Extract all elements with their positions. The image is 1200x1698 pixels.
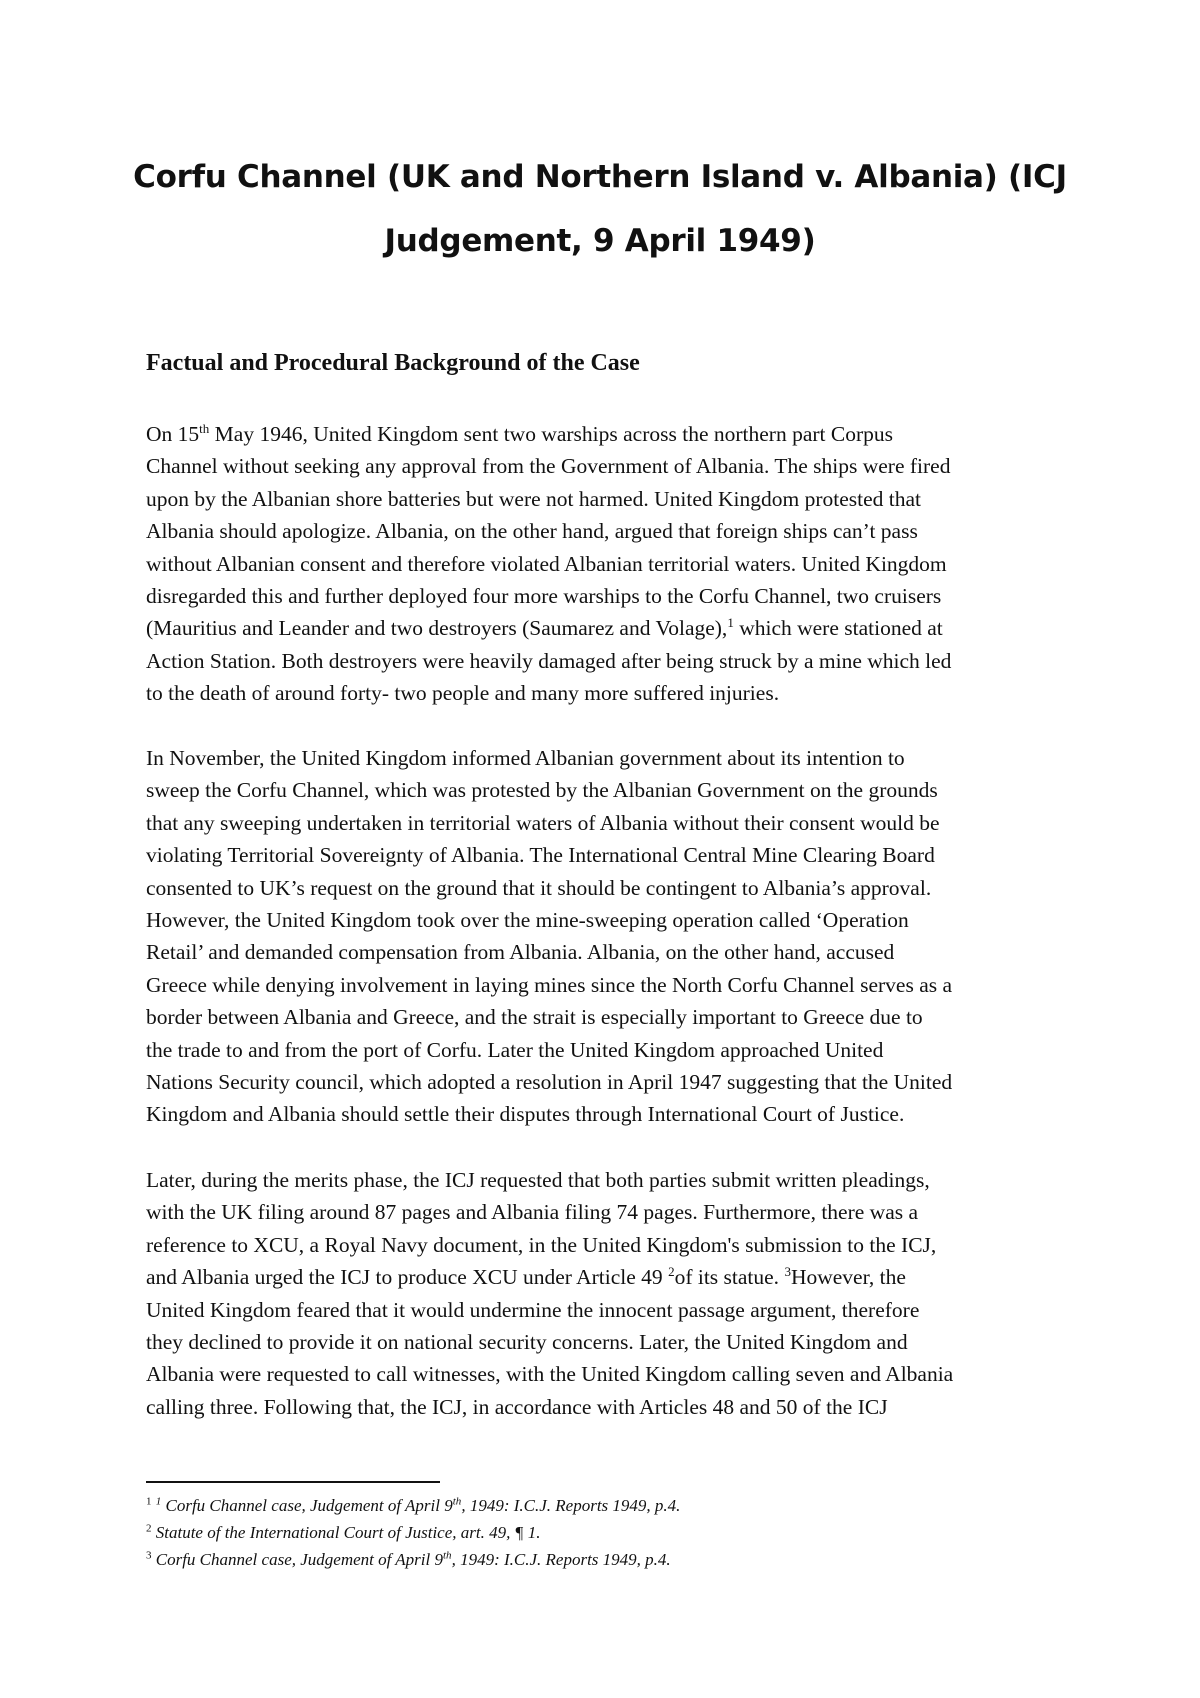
footnote-1	[146, 1492, 1046, 1519]
footnote-ref-2[interactable]: 2	[668, 1264, 675, 1280]
footnote-ref-1[interactable]: 1	[727, 615, 734, 631]
paragraph-line: Kingdom and Albania should settle their disputes through International Court of Justice.	[146, 1102, 905, 1127]
paragraph-line: consented to UK’s request on the ground that it should be contingent to Albania’s approval.	[146, 875, 932, 900]
paragraph-line: without Albanian consent and therefore violated Albanian territorial waters. United Kingdom	[146, 551, 947, 576]
paragraph-line: the trade to and from the port of Corfu. Later the United Kingdom approached United	[146, 1037, 884, 1062]
paragraph-line: Nations Security council, which adopted a resolution in April 1947 suggesting that the United	[146, 1070, 953, 1095]
text-run: However, the	[790, 1265, 906, 1290]
paragraph-line: upon by the Albanian shore batteries but were not harmed. United Kingdom protested that	[146, 486, 922, 511]
text-run: and Albania urged the ICJ to produce XCU under Article 49	[146, 1265, 669, 1290]
footnote-text: , 1949: I.C.J. Reports 1949, p.4.	[461, 1496, 681, 1515]
paragraph-line: sweep the Corfu Channel, which was protested by the Albanian Government on the grounds	[146, 778, 938, 803]
paragraph-line: disregarded this and further deployed four more warships to the Corfu Channel, two cruisers	[146, 584, 942, 609]
document-title	[100, 145, 1100, 273]
paragraph-line: Action Station. Both destroyers were heavily damaged after being struck by a mine which led	[146, 648, 952, 673]
paragraph-line: Retail’ and demanded compensation from Albania. Albania, on the other hand, accused	[146, 940, 895, 965]
paragraph-line: Later, during the merits phase, the ICJ requested that both parties submit written pleadings,	[146, 1168, 930, 1192]
paragraph-line: with the UK filing around 87 pages and Albania filing 74 pages. Furthermore, there was a	[146, 1200, 919, 1225]
paragraph-line: calling three. Following that, the ICJ, in accordance with Articles 48 and 50 of the ICJ	[146, 1394, 888, 1419]
footnote-mark: 1	[146, 1495, 152, 1508]
paragraph-line: border between Albania and Greece, and the strait is especially important to Greece due to	[146, 1005, 923, 1030]
text-run: May 1946, United Kingdom sent two warships across the northern part Corpus	[209, 422, 893, 446]
paragraph-line: However, the United Kingdom took over the mine-sweeping operation called ‘Operation	[146, 908, 909, 933]
footnote-mark: 1	[155, 1495, 162, 1508]
text-run: (Mauritius and Leander and two destroyers (Saumarez and Volage),	[146, 616, 728, 641]
paragraph-line: Albania should apologize. Albania, on the other hand, argued that foreign ships can’t pass	[146, 519, 918, 544]
footnotes	[146, 1492, 1046, 1573]
footnote-3	[146, 1546, 1046, 1573]
footnote-mark: 3	[146, 1549, 152, 1562]
text-run: which were stationed at	[733, 616, 943, 641]
text-run: of its statue.	[674, 1265, 785, 1290]
paragraph-line: to the death of around forty- two people and many more suffered injuries.	[146, 681, 780, 706]
paragraph-line	[146, 1261, 1066, 1293]
footnote-2	[146, 1519, 1046, 1546]
superscript-ordinal: th	[199, 420, 210, 436]
paragraph-line: violating Territorial Sovereignty of Albania. The International Central Mine Clearing Board	[146, 843, 935, 868]
paragraph-line	[146, 612, 1066, 644]
superscript-ordinal: th	[452, 1495, 462, 1508]
paragraph-line: reference to XCU, a Royal Navy document, in the United Kingdom's submission to the ICJ,	[146, 1232, 937, 1257]
footnote-text: Statute of the International Court of Justice, art. 49, ¶ 1.	[151, 1523, 541, 1542]
footnote-text: , 1949: I.C.J. Reports 1949, p.4.	[451, 1550, 671, 1569]
footnote-mark: 2	[146, 1522, 152, 1535]
footnote-text: Corfu Channel case, Judgement of April 9	[151, 1550, 443, 1569]
paragraph-line: they declined to provide it on national security concerns. Later, the United Kingdom and	[146, 1330, 908, 1355]
text-run: On 15	[146, 422, 200, 446]
paragraph-1	[146, 418, 1066, 710]
paragraph-line: In November, the United Kingdom informed Albanian government about its intention to	[146, 746, 905, 770]
paragraph-line: Greece while denying involvement in laying mines since the North Corfu Channel serves as a	[146, 972, 953, 997]
section-heading: Factual and Procedural Background of the Case	[146, 350, 640, 376]
paragraph-2	[146, 742, 1066, 1131]
paragraph-line: that any sweeping undertaken in territorial waters of Albania without their consent would be	[146, 810, 940, 835]
paragraph-3	[146, 1164, 1066, 1423]
paragraph-line: United Kingdom feared that it would undermine the innocent passage argument, therefore	[146, 1297, 920, 1322]
footnote-text: Corfu Channel case, Judgement of April 9	[161, 1496, 453, 1515]
title-line-2: Judgement, 9 April 1949)	[384, 223, 816, 259]
footnote-separator	[146, 1481, 440, 1483]
paragraph-line: Albania were requested to call witnesses, with the United Kingdom calling seven and Albania	[146, 1362, 954, 1387]
footnote-ref-3[interactable]: 3	[784, 1264, 791, 1280]
paragraph-line	[146, 418, 1066, 450]
superscript-ordinal: th	[443, 1549, 452, 1562]
title-line-1: Corfu Channel (UK and Northern Island v. Albania) (ICJ	[133, 159, 1067, 195]
paragraph-line: Channel without seeking any approval from the Government of Albania. The ships were fired	[146, 454, 951, 479]
